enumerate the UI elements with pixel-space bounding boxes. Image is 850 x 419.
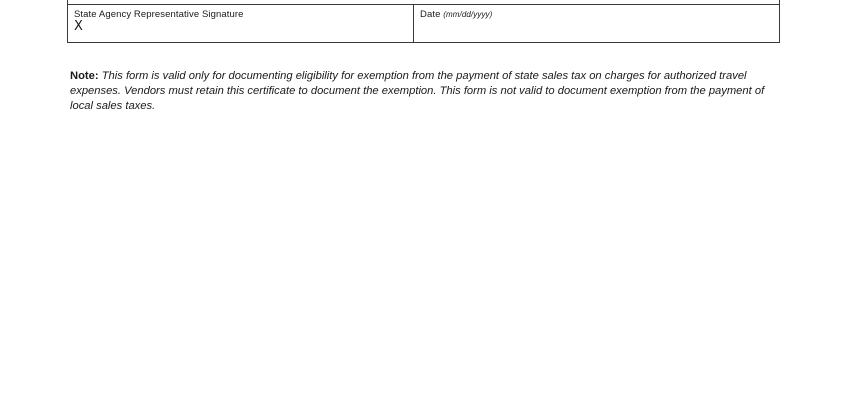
date-label — [420, 9, 492, 20]
note-label: Note: — [70, 70, 99, 82]
signature-cell[interactable] — [68, 4, 414, 42]
date-cell[interactable] — [414, 4, 779, 42]
signature-date-row — [67, 0, 780, 43]
signature-x-mark: X — [74, 19, 83, 34]
note-text: This form is valid only for documenting eligibility for exemption from the payment of state sales tax on charges for authorized travel expenses. Vendors must retain this certificate to document the exemption. This form is not valid to document exemption from the payment of local sales taxes. — [70, 70, 765, 112]
date-format-hint: (mm/dd/yyyy) — [443, 10, 493, 19]
signature-label: State Agency Representative Signature — [74, 9, 244, 20]
exemption-note — [70, 69, 782, 114]
date-label-text: Date — [420, 9, 441, 20]
